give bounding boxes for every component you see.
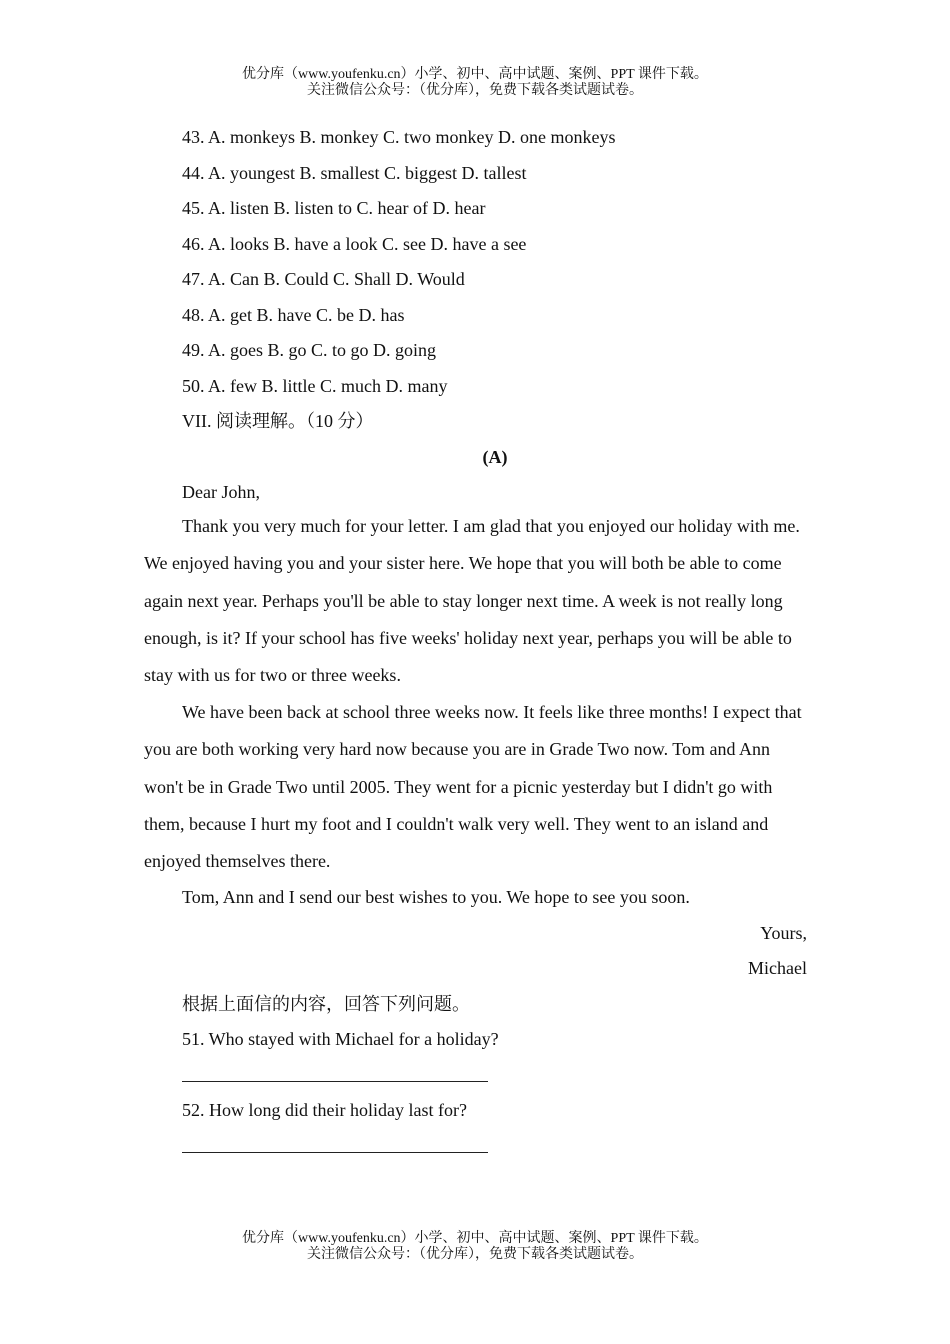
- letter-paragraph-2-text: We have been back at school three weeks now. It feels like three months! I expect that you are both working very hard now because you are in Grade Two now. Tom and Ann won't be in Grade Two until 2005. They went for a picnic yesterday but I didn't go with them, because I hurt my foot and I couldn't walk very well. They went to an island and enjoyed themselves there.: [144, 702, 802, 872]
- letter-paragraph-1-text: Thank you very much for your letter. I am glad that you enjoyed our holiday with me. We enjoyed having you and your sister here. We hope that you will both be able to come again next year. Perhaps you'll be able to stay longer next time. A week is not really long enough, is it? If your school has five weeks' holiday next year, perhaps you will be able to stay with us for two or three weeks.: [144, 516, 800, 686]
- letter-paragraph-1: [144, 508, 808, 694]
- footer-line-1: 优分库（www.youfenku.cn）小学、初中、高中试题、案例、PPT 课件下载。: [242, 1231, 708, 1246]
- letter-signature: Michael: [748, 958, 807, 978]
- answer-line-52[interactable]: [182, 1152, 488, 1153]
- choice-46: 46. A. looks B. have a look C. see D. have a see: [182, 234, 527, 254]
- choice-47: 47. A. Can B. Could C. Shall D. Would: [182, 269, 465, 289]
- letter-closing: Yours,: [760, 923, 807, 943]
- choice-44: 44. A. youngest B. smallest C. biggest D. tallest: [182, 163, 527, 183]
- choice-48: 48. A. get B. have C. be D. has: [182, 305, 405, 325]
- answer-line-51[interactable]: [182, 1081, 488, 1082]
- passage-label: (A): [482, 447, 508, 467]
- instruction: 根据上面信的内容，回答下列问题。: [182, 994, 470, 1014]
- choice-45: 45. A. listen B. listen to C. hear of D. hear: [182, 198, 486, 218]
- letter-wishes: Tom, Ann and I send our best wishes to you. We hope to see you soon.: [182, 887, 690, 907]
- header-line-2: 关注微信公众号：（优分库），免费下载各类试题试卷。: [307, 83, 643, 98]
- choice-49: 49. A. goes B. go C. to go D. going: [182, 340, 437, 360]
- letter-greeting: Dear John,: [182, 482, 260, 502]
- page-footer: [0, 1231, 950, 1263]
- letter-paragraph-2: [144, 694, 808, 880]
- choice-50: 50. A. few B. little C. much D. many: [182, 376, 448, 396]
- question-52: 52. How long did their holiday last for?: [182, 1100, 467, 1120]
- header-line-1: 优分库（www.youfenku.cn）小学、初中、高中试题、案例、PPT 课件下载。: [242, 67, 708, 82]
- footer-line-2: 关注微信公众号：（优分库），免费下载各类试题试卷。: [307, 1247, 643, 1262]
- question-51: 51. Who stayed with Michael for a holiday?: [182, 1029, 499, 1049]
- section-title: VII. 阅读理解。（10 分）: [182, 411, 374, 431]
- choice-43: 43. A. monkeys B. monkey C. two monkey D. one monkeys: [182, 127, 616, 147]
- page-header: [0, 67, 950, 99]
